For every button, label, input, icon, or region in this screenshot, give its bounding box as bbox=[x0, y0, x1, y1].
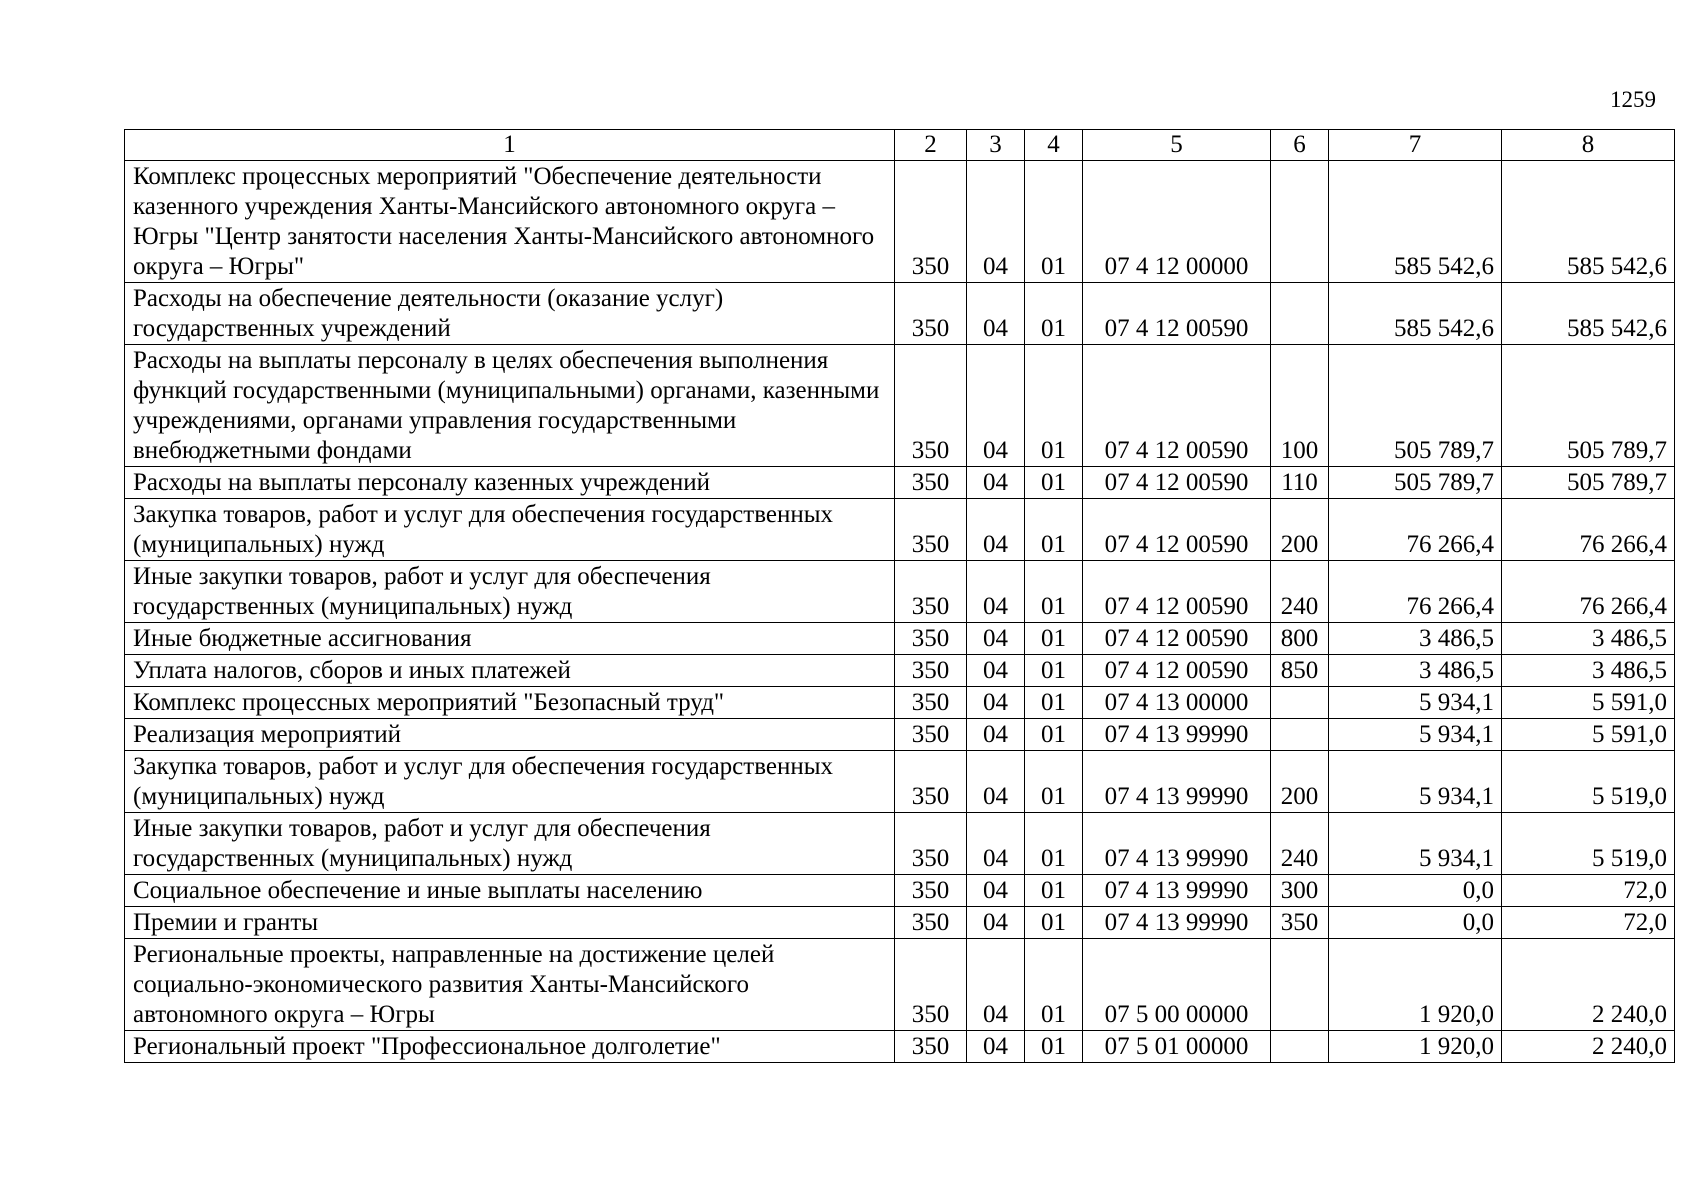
row-col-2: 350 bbox=[895, 1031, 967, 1063]
row-col-3: 04 bbox=[967, 751, 1025, 813]
row-col-2: 350 bbox=[895, 283, 967, 345]
row-col-3: 04 bbox=[967, 499, 1025, 561]
table-row bbox=[125, 875, 1675, 907]
row-col-3: 04 bbox=[967, 655, 1025, 687]
row-col-5: 07 4 13 00000 bbox=[1083, 687, 1271, 719]
row-col-5: 07 4 12 00590 bbox=[1083, 655, 1271, 687]
row-col-7: 5 934,1 bbox=[1329, 719, 1502, 751]
row-col-3: 04 bbox=[967, 687, 1025, 719]
row-col-5: 07 4 12 00590 bbox=[1083, 345, 1271, 467]
row-col-7: 3 486,5 bbox=[1329, 623, 1502, 655]
row-col-2: 350 bbox=[895, 939, 967, 1031]
row-col-2: 350 bbox=[895, 813, 967, 875]
row-name: Социальное обеспечение и иные выплаты населению bbox=[125, 875, 895, 907]
row-col-4: 01 bbox=[1025, 875, 1083, 907]
row-col-6 bbox=[1271, 939, 1329, 1031]
row-col-5: 07 4 12 00590 bbox=[1083, 467, 1271, 499]
header-col-4: 4 bbox=[1025, 130, 1083, 161]
row-col-7: 0,0 bbox=[1329, 875, 1502, 907]
row-col-6: 240 bbox=[1271, 813, 1329, 875]
row-col-8: 585 542,6 bbox=[1502, 283, 1675, 345]
row-col-5: 07 4 13 99990 bbox=[1083, 813, 1271, 875]
row-col-2: 350 bbox=[895, 875, 967, 907]
table-row bbox=[125, 561, 1675, 623]
table-row bbox=[125, 939, 1675, 1031]
table-row bbox=[125, 467, 1675, 499]
row-col-7: 5 934,1 bbox=[1329, 813, 1502, 875]
row-col-4: 01 bbox=[1025, 561, 1083, 623]
row-col-4: 01 bbox=[1025, 907, 1083, 939]
row-name: Закупка товаров, работ и услуг для обеспечения государственных (муниципальных) нужд bbox=[125, 499, 895, 561]
row-col-8: 2 240,0 bbox=[1502, 939, 1675, 1031]
row-col-8: 72,0 bbox=[1502, 907, 1675, 939]
row-col-3: 04 bbox=[967, 283, 1025, 345]
row-col-6 bbox=[1271, 161, 1329, 283]
row-col-6: 800 bbox=[1271, 623, 1329, 655]
row-col-4: 01 bbox=[1025, 939, 1083, 1031]
row-col-3: 04 bbox=[967, 813, 1025, 875]
row-col-2: 350 bbox=[895, 161, 967, 283]
row-col-2: 350 bbox=[895, 751, 967, 813]
row-col-6 bbox=[1271, 719, 1329, 751]
row-col-2: 350 bbox=[895, 345, 967, 467]
row-name: Реализация мероприятий bbox=[125, 719, 895, 751]
table-row bbox=[125, 751, 1675, 813]
table-row bbox=[125, 813, 1675, 875]
row-col-6 bbox=[1271, 283, 1329, 345]
table-row bbox=[125, 1031, 1675, 1063]
row-col-5: 07 4 13 99990 bbox=[1083, 719, 1271, 751]
row-col-5: 07 5 00 00000 bbox=[1083, 939, 1271, 1031]
header-col-1: 1 bbox=[125, 130, 895, 161]
row-col-5: 07 4 12 00590 bbox=[1083, 561, 1271, 623]
page-number: 1259 bbox=[1610, 87, 1656, 112]
row-name: Региональный проект "Профессиональное долголетие" bbox=[125, 1031, 895, 1063]
row-col-3: 04 bbox=[967, 719, 1025, 751]
row-col-8: 5 591,0 bbox=[1502, 719, 1675, 751]
row-name: Иные бюджетные ассигнования bbox=[125, 623, 895, 655]
row-col-7: 5 934,1 bbox=[1329, 687, 1502, 719]
row-col-5: 07 4 12 00590 bbox=[1083, 283, 1271, 345]
header-row bbox=[125, 130, 1675, 161]
row-col-8: 2 240,0 bbox=[1502, 1031, 1675, 1063]
row-col-5: 07 4 12 00590 bbox=[1083, 623, 1271, 655]
row-col-7: 0,0 bbox=[1329, 907, 1502, 939]
row-col-8: 76 266,4 bbox=[1502, 499, 1675, 561]
row-name: Уплата налогов, сборов и иных платежей bbox=[125, 655, 895, 687]
table-row bbox=[125, 687, 1675, 719]
budget-table bbox=[124, 129, 1675, 1063]
row-col-7: 1 920,0 bbox=[1329, 1031, 1502, 1063]
row-col-4: 01 bbox=[1025, 467, 1083, 499]
row-col-5: 07 4 13 99990 bbox=[1083, 875, 1271, 907]
row-col-6 bbox=[1271, 1031, 1329, 1063]
row-col-5: 07 4 13 99990 bbox=[1083, 907, 1271, 939]
row-col-6: 200 bbox=[1271, 751, 1329, 813]
row-col-3: 04 bbox=[967, 875, 1025, 907]
row-col-4: 01 bbox=[1025, 345, 1083, 467]
row-col-7: 585 542,6 bbox=[1329, 161, 1502, 283]
row-col-7: 76 266,4 bbox=[1329, 499, 1502, 561]
table-row bbox=[125, 161, 1675, 283]
row-col-7: 5 934,1 bbox=[1329, 751, 1502, 813]
table-row bbox=[125, 719, 1675, 751]
table-row bbox=[125, 283, 1675, 345]
row-col-4: 01 bbox=[1025, 687, 1083, 719]
row-col-4: 01 bbox=[1025, 655, 1083, 687]
row-col-3: 04 bbox=[967, 467, 1025, 499]
row-col-2: 350 bbox=[895, 499, 967, 561]
row-col-6: 100 bbox=[1271, 345, 1329, 467]
table-row bbox=[125, 655, 1675, 687]
row-col-8: 3 486,5 bbox=[1502, 655, 1675, 687]
row-col-4: 01 bbox=[1025, 283, 1083, 345]
row-col-8: 5 519,0 bbox=[1502, 751, 1675, 813]
table-row bbox=[125, 623, 1675, 655]
row-col-2: 350 bbox=[895, 687, 967, 719]
row-name: Иные закупки товаров, работ и услуг для обеспечения государственных (муниципальных) нужд bbox=[125, 813, 895, 875]
row-col-5: 07 4 13 99990 bbox=[1083, 751, 1271, 813]
table-row bbox=[125, 907, 1675, 939]
row-col-4: 01 bbox=[1025, 499, 1083, 561]
row-col-8: 5 591,0 bbox=[1502, 687, 1675, 719]
row-col-5: 07 4 12 00000 bbox=[1083, 161, 1271, 283]
row-col-7: 505 789,7 bbox=[1329, 345, 1502, 467]
row-col-8: 76 266,4 bbox=[1502, 561, 1675, 623]
header-col-6: 6 bbox=[1271, 130, 1329, 161]
row-name: Расходы на обеспечение деятельности (оказание услуг) государственных учреждений bbox=[125, 283, 895, 345]
row-col-7: 505 789,7 bbox=[1329, 467, 1502, 499]
row-col-3: 04 bbox=[967, 1031, 1025, 1063]
row-col-3: 04 bbox=[967, 161, 1025, 283]
header-col-2: 2 bbox=[895, 130, 967, 161]
row-col-4: 01 bbox=[1025, 813, 1083, 875]
row-col-8: 505 789,7 bbox=[1502, 345, 1675, 467]
row-col-4: 01 bbox=[1025, 719, 1083, 751]
row-col-8: 505 789,7 bbox=[1502, 467, 1675, 499]
row-name: Комплекс процессных мероприятий "Обеспечение деятельности казенного учреждения Ханты-Мансийского автономного округа – Югры "Центр занятости населения Ханты-Мансийского автономного округа – Югры" bbox=[125, 161, 895, 283]
header-col-5: 5 bbox=[1083, 130, 1271, 161]
row-col-8: 5 519,0 bbox=[1502, 813, 1675, 875]
row-col-6: 350 bbox=[1271, 907, 1329, 939]
row-col-4: 01 bbox=[1025, 623, 1083, 655]
row-col-2: 350 bbox=[895, 719, 967, 751]
row-col-5: 07 4 12 00590 bbox=[1083, 499, 1271, 561]
row-col-4: 01 bbox=[1025, 161, 1083, 283]
row-col-5: 07 5 01 00000 bbox=[1083, 1031, 1271, 1063]
row-name: Закупка товаров, работ и услуг для обеспечения государственных (муниципальных) нужд bbox=[125, 751, 895, 813]
row-col-3: 04 bbox=[967, 561, 1025, 623]
row-col-8: 3 486,5 bbox=[1502, 623, 1675, 655]
row-col-2: 350 bbox=[895, 623, 967, 655]
row-col-3: 04 bbox=[967, 345, 1025, 467]
row-col-6: 300 bbox=[1271, 875, 1329, 907]
row-col-4: 01 bbox=[1025, 1031, 1083, 1063]
row-col-7: 3 486,5 bbox=[1329, 655, 1502, 687]
row-col-3: 04 bbox=[967, 939, 1025, 1031]
row-name: Расходы на выплаты персоналу в целях обеспечения выполнения функций государственными (муниципальными) органами, казенными учреждениями, органами управления государственными внебюджетными фондами bbox=[125, 345, 895, 467]
row-col-6: 850 bbox=[1271, 655, 1329, 687]
row-col-6: 240 bbox=[1271, 561, 1329, 623]
row-name: Премии и гранты bbox=[125, 907, 895, 939]
row-name: Региональные проекты, направленные на достижение целей социально-экономического развития Ханты-Мансийского автономного округа – Югры bbox=[125, 939, 895, 1031]
row-name: Комплекс процессных мероприятий "Безопасный труд" bbox=[125, 687, 895, 719]
row-col-3: 04 bbox=[967, 623, 1025, 655]
row-col-2: 350 bbox=[895, 907, 967, 939]
row-col-6: 200 bbox=[1271, 499, 1329, 561]
row-col-2: 350 bbox=[895, 655, 967, 687]
table-row bbox=[125, 345, 1675, 467]
row-col-3: 04 bbox=[967, 907, 1025, 939]
header-col-8: 8 bbox=[1502, 130, 1675, 161]
row-col-2: 350 bbox=[895, 561, 967, 623]
row-col-8: 585 542,6 bbox=[1502, 161, 1675, 283]
header-col-7: 7 bbox=[1329, 130, 1502, 161]
row-col-6: 110 bbox=[1271, 467, 1329, 499]
row-name: Иные закупки товаров, работ и услуг для обеспечения государственных (муниципальных) нужд bbox=[125, 561, 895, 623]
row-col-8: 72,0 bbox=[1502, 875, 1675, 907]
row-col-7: 585 542,6 bbox=[1329, 283, 1502, 345]
header-col-3: 3 bbox=[967, 130, 1025, 161]
row-col-4: 01 bbox=[1025, 751, 1083, 813]
row-col-6 bbox=[1271, 687, 1329, 719]
row-col-7: 1 920,0 bbox=[1329, 939, 1502, 1031]
table-row bbox=[125, 499, 1675, 561]
row-col-7: 76 266,4 bbox=[1329, 561, 1502, 623]
row-name: Расходы на выплаты персоналу казенных учреждений bbox=[125, 467, 895, 499]
row-col-2: 350 bbox=[895, 467, 967, 499]
